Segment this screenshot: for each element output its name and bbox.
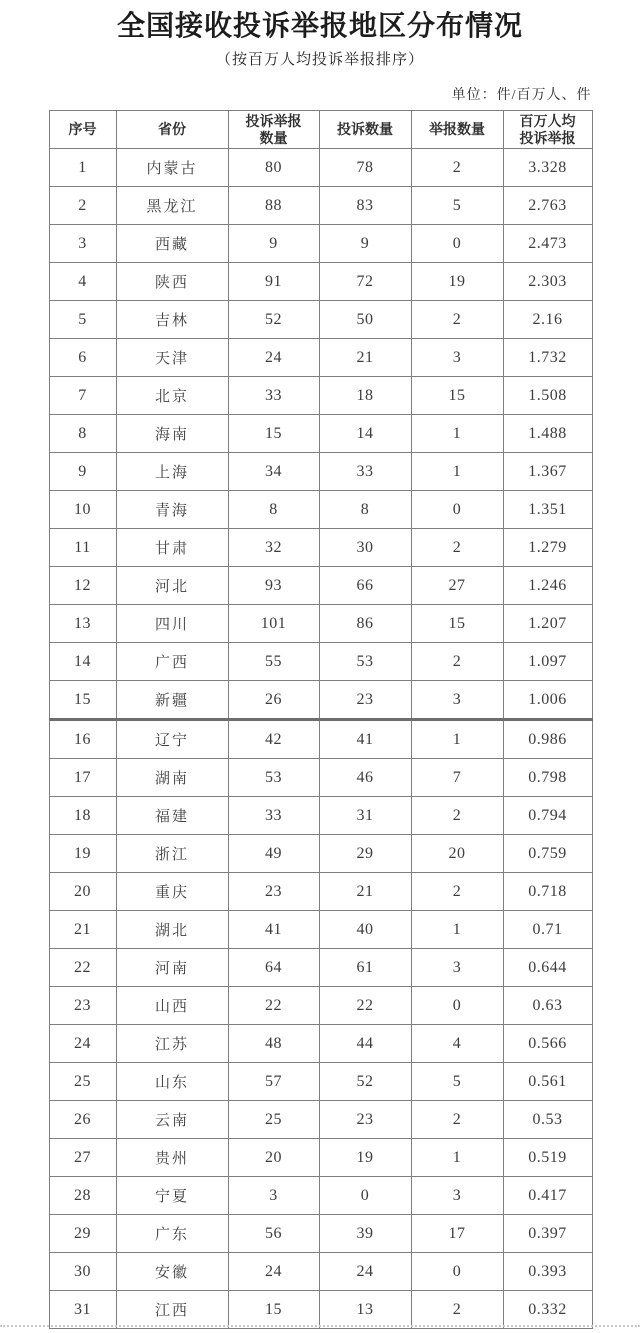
- cell-per-million: 2.303: [503, 263, 592, 301]
- cell-per-million: 0.53: [503, 1101, 592, 1139]
- cell-complaints-reports-count: 22: [228, 987, 319, 1025]
- cell-per-million: 0.566: [503, 1025, 592, 1063]
- cell-reports-count: 3: [411, 949, 503, 987]
- cell-per-million: 0.718: [503, 873, 592, 911]
- cell-complaints-reports-count: 42: [228, 720, 319, 759]
- table-row: [49, 681, 592, 720]
- cell-complaints-reports-count: 34: [228, 453, 319, 491]
- cell-complaints-count: 40: [319, 911, 411, 949]
- cell-complaints-count: 86: [319, 605, 411, 643]
- cell-seq: 21: [49, 911, 116, 949]
- cell-seq: 12: [49, 567, 116, 605]
- cell-reports-count: 4: [411, 1025, 503, 1063]
- cell-province: 辽宁: [116, 720, 228, 759]
- cell-seq: 3: [49, 225, 116, 263]
- cell-seq: 10: [49, 491, 116, 529]
- cell-complaints-reports-count: 3: [228, 1177, 319, 1215]
- cell-complaints-count: 31: [319, 797, 411, 835]
- cell-complaints-count: 23: [319, 681, 411, 720]
- cell-complaints-count: 44: [319, 1025, 411, 1063]
- cell-complaints-count: 9: [319, 225, 411, 263]
- cell-province: 贵州: [116, 1139, 228, 1177]
- cell-reports-count: 27: [411, 567, 503, 605]
- table-row: [49, 720, 592, 759]
- table-row: [49, 149, 592, 187]
- cell-complaints-count: 29: [319, 835, 411, 873]
- cell-complaints-count: 23: [319, 1101, 411, 1139]
- cell-per-million: 0.519: [503, 1139, 592, 1177]
- table-row: [49, 797, 592, 835]
- table-row: [49, 835, 592, 873]
- cell-reports-count: 5: [411, 1063, 503, 1101]
- cell-complaints-count: 18: [319, 377, 411, 415]
- cell-complaints-reports-count: 15: [228, 415, 319, 453]
- table-row: [49, 187, 592, 225]
- cell-province: 河北: [116, 567, 228, 605]
- cell-province: 广东: [116, 1215, 228, 1253]
- cell-reports-count: 2: [411, 797, 503, 835]
- cell-per-million: 0.798: [503, 759, 592, 797]
- cell-reports-count: 2: [411, 643, 503, 681]
- cell-reports-count: 15: [411, 605, 503, 643]
- cell-province: 上海: [116, 453, 228, 491]
- cell-province: 天津: [116, 339, 228, 377]
- cell-province: 新疆: [116, 681, 228, 720]
- cell-reports-count: 0: [411, 1253, 503, 1291]
- cell-complaints-count: 46: [319, 759, 411, 797]
- cell-reports-count: 1: [411, 453, 503, 491]
- table-row: [49, 567, 592, 605]
- cell-per-million: 0.417: [503, 1177, 592, 1215]
- cell-per-million: 2.763: [503, 187, 592, 225]
- cell-complaints-count: 33: [319, 453, 411, 491]
- cell-complaints-count: 53: [319, 643, 411, 681]
- table-row: [49, 225, 592, 263]
- cell-seq: 15: [49, 681, 116, 720]
- cell-complaints-reports-count: 32: [228, 529, 319, 567]
- cell-complaints-reports-count: 9: [228, 225, 319, 263]
- cell-province: 甘肃: [116, 529, 228, 567]
- cell-province: 重庆: [116, 873, 228, 911]
- cell-complaints-count: 24: [319, 1253, 411, 1291]
- table-row: [49, 987, 592, 1025]
- table-row: [49, 1063, 592, 1101]
- cell-complaints-reports-count: 101: [228, 605, 319, 643]
- cell-seq: 4: [49, 263, 116, 301]
- cell-complaints-count: 66: [319, 567, 411, 605]
- cell-seq: 23: [49, 987, 116, 1025]
- cell-complaints-count: 21: [319, 339, 411, 377]
- column-header: 序号: [49, 111, 116, 149]
- cell-per-million: 0.986: [503, 720, 592, 759]
- cell-reports-count: 2: [411, 301, 503, 339]
- cell-reports-count: 7: [411, 759, 503, 797]
- cell-reports-count: 3: [411, 681, 503, 720]
- cell-reports-count: 2: [411, 873, 503, 911]
- cell-reports-count: 0: [411, 225, 503, 263]
- cell-reports-count: 19: [411, 263, 503, 301]
- cell-complaints-reports-count: 24: [228, 1253, 319, 1291]
- cell-seq: 25: [49, 1063, 116, 1101]
- cell-per-million: 0.759: [503, 835, 592, 873]
- page-title: 全国接收投诉举报地区分布情况: [116, 11, 523, 42]
- cell-complaints-count: 83: [319, 187, 411, 225]
- cell-seq: 28: [49, 1177, 116, 1215]
- table-row: [49, 1139, 592, 1177]
- cell-seq: 8: [49, 415, 116, 453]
- cell-complaints-reports-count: 48: [228, 1025, 319, 1063]
- cell-complaints-count: 78: [319, 149, 411, 187]
- cell-per-million: 1.508: [503, 377, 592, 415]
- cell-province: 吉林: [116, 301, 228, 339]
- cell-per-million: 0.71: [503, 911, 592, 949]
- cell-province: 江西: [116, 1291, 228, 1329]
- cell-complaints-count: 50: [319, 301, 411, 339]
- cell-seq: 6: [49, 339, 116, 377]
- cell-province: 湖南: [116, 759, 228, 797]
- cell-complaints-count: 41: [319, 720, 411, 759]
- cell-complaints-count: 72: [319, 263, 411, 301]
- cell-reports-count: 1: [411, 720, 503, 759]
- cell-reports-count: 2: [411, 529, 503, 567]
- cell-seq: 31: [49, 1291, 116, 1329]
- cell-province: 江苏: [116, 1025, 228, 1063]
- cell-complaints-reports-count: 88: [228, 187, 319, 225]
- cell-complaints-reports-count: 53: [228, 759, 319, 797]
- cell-complaints-reports-count: 55: [228, 643, 319, 681]
- cell-complaints-reports-count: 49: [228, 835, 319, 873]
- cell-province: 浙江: [116, 835, 228, 873]
- cell-complaints-reports-count: 93: [228, 567, 319, 605]
- cell-reports-count: 20: [411, 835, 503, 873]
- cell-complaints-count: 39: [319, 1215, 411, 1253]
- cell-seq: 1: [49, 149, 116, 187]
- cell-complaints-reports-count: 15: [228, 1291, 319, 1329]
- cell-seq: 26: [49, 1101, 116, 1139]
- table-row: [49, 263, 592, 301]
- cell-per-million: 1.097: [503, 643, 592, 681]
- cell-complaints-reports-count: 33: [228, 797, 319, 835]
- cell-per-million: 1.246: [503, 567, 592, 605]
- table-row: [49, 1101, 592, 1139]
- cell-per-million: 2.16: [503, 301, 592, 339]
- table-row: [49, 873, 592, 911]
- cell-complaints-reports-count: 57: [228, 1063, 319, 1101]
- cell-province: 西藏: [116, 225, 228, 263]
- cell-complaints-reports-count: 25: [228, 1101, 319, 1139]
- table-row: [49, 1177, 592, 1215]
- cell-seq: 11: [49, 529, 116, 567]
- column-header: 投诉数量: [319, 111, 411, 149]
- cell-complaints-count: 13: [319, 1291, 411, 1329]
- cell-seq: 27: [49, 1139, 116, 1177]
- cell-complaints-reports-count: 41: [228, 911, 319, 949]
- table-row: [49, 529, 592, 567]
- cell-per-million: 1.207: [503, 605, 592, 643]
- cell-complaints-count: 61: [319, 949, 411, 987]
- cell-complaints-count: 14: [319, 415, 411, 453]
- cell-reports-count: 17: [411, 1215, 503, 1253]
- cell-seq: 24: [49, 1025, 116, 1063]
- cell-reports-count: 2: [411, 149, 503, 187]
- cell-reports-count: 15: [411, 377, 503, 415]
- table-row: [49, 491, 592, 529]
- cell-province: 福建: [116, 797, 228, 835]
- cell-seq: 19: [49, 835, 116, 873]
- table-row: [49, 415, 592, 453]
- cell-province: 山东: [116, 1063, 228, 1101]
- cell-province: 黑龙江: [116, 187, 228, 225]
- cell-province: 安徽: [116, 1253, 228, 1291]
- cell-seq: 2: [49, 187, 116, 225]
- cell-per-million: 0.63: [503, 987, 592, 1025]
- cell-per-million: 0.561: [503, 1063, 592, 1101]
- cell-per-million: 0.397: [503, 1215, 592, 1253]
- cell-seq: 14: [49, 643, 116, 681]
- cell-complaints-reports-count: 20: [228, 1139, 319, 1177]
- table-row: [49, 1253, 592, 1291]
- table-row: [49, 605, 592, 643]
- table-row: [49, 453, 592, 491]
- cell-complaints-reports-count: 80: [228, 149, 319, 187]
- cell-complaints-count: 30: [319, 529, 411, 567]
- cell-per-million: 1.367: [503, 453, 592, 491]
- cell-reports-count: 1: [411, 415, 503, 453]
- complaints-distribution-table: [49, 110, 593, 1329]
- column-header: 省份: [116, 111, 228, 149]
- cell-reports-count: 0: [411, 491, 503, 529]
- cell-per-million: 1.351: [503, 491, 592, 529]
- cell-seq: 20: [49, 873, 116, 911]
- cell-seq: 18: [49, 797, 116, 835]
- cell-per-million: 1.732: [503, 339, 592, 377]
- cell-complaints-count: 0: [319, 1177, 411, 1215]
- cell-reports-count: 0: [411, 987, 503, 1025]
- cell-seq: 5: [49, 301, 116, 339]
- cell-reports-count: 2: [411, 1291, 503, 1329]
- cell-complaints-count: 21: [319, 873, 411, 911]
- cell-complaints-reports-count: 91: [228, 263, 319, 301]
- cell-province: 内蒙古: [116, 149, 228, 187]
- table-header-row: [49, 111, 592, 149]
- table-row: [49, 911, 592, 949]
- cell-province: 四川: [116, 605, 228, 643]
- table-row: [49, 301, 592, 339]
- cell-complaints-count: 22: [319, 987, 411, 1025]
- cell-seq: 9: [49, 453, 116, 491]
- page-bottom-divider: [0, 1325, 640, 1327]
- table-row: [49, 643, 592, 681]
- cell-per-million: 1.279: [503, 529, 592, 567]
- column-header: 百万人均 投诉举报: [503, 111, 592, 149]
- table-row: [49, 759, 592, 797]
- table-section: [49, 87, 592, 1329]
- cell-complaints-reports-count: 24: [228, 339, 319, 377]
- cell-province: 河南: [116, 949, 228, 987]
- cell-seq: 29: [49, 1215, 116, 1253]
- cell-province: 云南: [116, 1101, 228, 1139]
- cell-complaints-count: 19: [319, 1139, 411, 1177]
- cell-reports-count: 2: [411, 1101, 503, 1139]
- cell-seq: 17: [49, 759, 116, 797]
- table-row: [49, 339, 592, 377]
- column-header: 投诉举报 数量: [228, 111, 319, 149]
- cell-province: 北京: [116, 377, 228, 415]
- column-header: 举报数量: [411, 111, 503, 149]
- cell-complaints-reports-count: 8: [228, 491, 319, 529]
- cell-complaints-reports-count: 26: [228, 681, 319, 720]
- cell-per-million: 2.473: [503, 225, 592, 263]
- table-row: [49, 1025, 592, 1063]
- cell-seq: 22: [49, 949, 116, 987]
- cell-province: 宁夏: [116, 1177, 228, 1215]
- cell-complaints-reports-count: 33: [228, 377, 319, 415]
- cell-seq: 30: [49, 1253, 116, 1291]
- cell-per-million: 3.328: [503, 149, 592, 187]
- cell-per-million: 0.794: [503, 797, 592, 835]
- page-subtitle: （按百万人均投诉举报排序）: [215, 52, 424, 68]
- cell-per-million: 1.488: [503, 415, 592, 453]
- cell-seq: 13: [49, 605, 116, 643]
- cell-complaints-reports-count: 56: [228, 1215, 319, 1253]
- cell-seq: 16: [49, 720, 116, 759]
- cell-province: 山西: [116, 987, 228, 1025]
- table-row: [49, 377, 592, 415]
- cell-province: 广西: [116, 643, 228, 681]
- table-row: [49, 1291, 592, 1329]
- cell-complaints-count: 8: [319, 491, 411, 529]
- cell-per-million: 0.332: [503, 1291, 592, 1329]
- cell-complaints-reports-count: 64: [228, 949, 319, 987]
- cell-province: 青海: [116, 491, 228, 529]
- cell-reports-count: 1: [411, 1139, 503, 1177]
- cell-seq: 7: [49, 377, 116, 415]
- cell-per-million: 0.644: [503, 949, 592, 987]
- cell-per-million: 0.393: [503, 1253, 592, 1291]
- cell-reports-count: 3: [411, 1177, 503, 1215]
- cell-complaints-count: 52: [319, 1063, 411, 1101]
- cell-province: 海南: [116, 415, 228, 453]
- cell-reports-count: 3: [411, 339, 503, 377]
- cell-reports-count: 5: [411, 187, 503, 225]
- table-row: [49, 949, 592, 987]
- unit-label: 单位：件/百万人、件: [451, 88, 592, 103]
- cell-province: 湖北: [116, 911, 228, 949]
- cell-complaints-reports-count: 23: [228, 873, 319, 911]
- cell-reports-count: 1: [411, 911, 503, 949]
- cell-complaints-reports-count: 52: [228, 301, 319, 339]
- cell-province: 陕西: [116, 263, 228, 301]
- cell-per-million: 1.006: [503, 681, 592, 720]
- table-row: [49, 1215, 592, 1253]
